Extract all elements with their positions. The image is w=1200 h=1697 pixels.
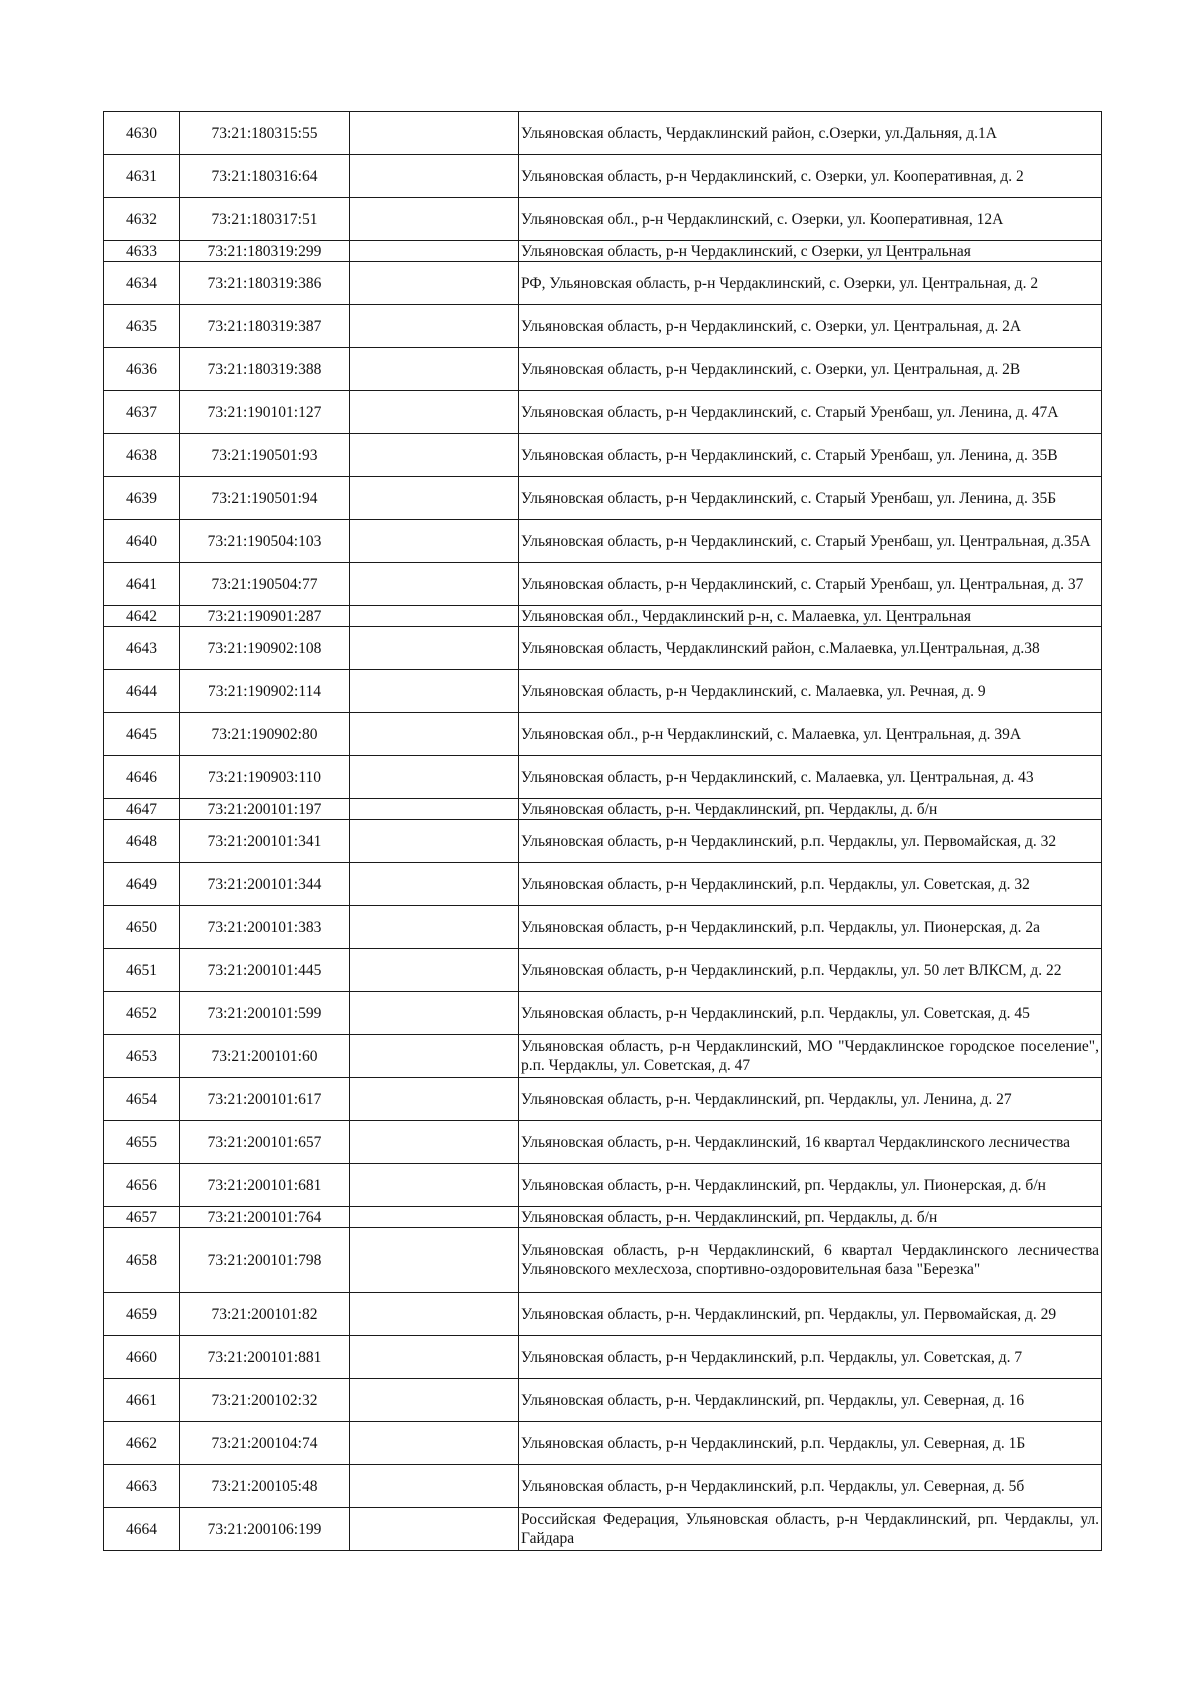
empty-cell — [350, 305, 519, 348]
empty-cell — [350, 241, 519, 262]
row-number-cell: 4641 — [104, 563, 180, 606]
cadastral-number-cell: 73:21:180319:388 — [180, 348, 350, 391]
cadastral-number-cell: 73:21:200101:82 — [180, 1293, 350, 1336]
empty-cell — [350, 1228, 519, 1293]
cadastral-number-cell: 73:21:200101:681 — [180, 1164, 350, 1207]
row-number-cell: 4651 — [104, 949, 180, 992]
cadastral-number-cell: 73:21:200101:383 — [180, 906, 350, 949]
empty-cell — [350, 1379, 519, 1422]
address-cell: Ульяновская область, Чердаклинский район, с.Малаевка, ул.Центральная, д.38 — [519, 627, 1102, 670]
address-cell: Ульяновская область, р-н. Чердаклинский, рп. Чердаклы, д. б/н — [519, 1207, 1102, 1228]
empty-cell — [350, 992, 519, 1035]
row-number-cell: 4631 — [104, 155, 180, 198]
address-cell: РФ, Ульяновская область, р-н Чердаклинский, с. Озерки, ул. Центральная, д. 2 — [519, 262, 1102, 305]
address-cell: Ульяновская область, р-н Чердаклинский, р.п. Чердаклы, ул. Пионерская, д. 2а — [519, 906, 1102, 949]
address-cell: Ульяновская область, р-н Чердаклинский, р.п. Чердаклы, ул. Северная, д. 1Б — [519, 1422, 1102, 1465]
table-row — [104, 1035, 1102, 1078]
empty-cell — [350, 112, 519, 155]
cadastral-number-cell: 73:21:190504:77 — [180, 563, 350, 606]
cadastral-number-cell: 73:21:190501:93 — [180, 434, 350, 477]
address-cell: Ульяновская область, р-н Чердаклинский, с. Малаевка, ул. Речная, д. 9 — [519, 670, 1102, 713]
address-cell: Ульяновская область, р-н Чердаклинский, р.п. Чердаклы, ул. Советская, д. 32 — [519, 863, 1102, 906]
table-row — [104, 627, 1102, 670]
table-row — [104, 949, 1102, 992]
row-number-cell: 4633 — [104, 241, 180, 262]
row-number-cell: 4650 — [104, 906, 180, 949]
row-number-cell: 4638 — [104, 434, 180, 477]
empty-cell — [350, 348, 519, 391]
table-row — [104, 520, 1102, 563]
table-row — [104, 305, 1102, 348]
table-row — [104, 241, 1102, 262]
empty-cell — [350, 627, 519, 670]
address-cell: Ульяновская область, р-н Чердаклинский, с. Старый Уренбаш, ул. Центральная, д.35А — [519, 520, 1102, 563]
cadastral-number-cell: 73:21:200101:445 — [180, 949, 350, 992]
empty-cell — [350, 520, 519, 563]
empty-cell — [350, 391, 519, 434]
address-cell: Ульяновская область, р-н Чердаклинский, с. Малаевка, ул. Центральная, д. 43 — [519, 756, 1102, 799]
table-row — [104, 1422, 1102, 1465]
empty-cell — [350, 477, 519, 520]
row-number-cell: 4658 — [104, 1228, 180, 1293]
empty-cell — [350, 820, 519, 863]
empty-cell — [350, 198, 519, 241]
cadastral-number-cell: 73:21:180316:64 — [180, 155, 350, 198]
cadastral-number-cell: 73:21:190902:80 — [180, 713, 350, 756]
table-row — [104, 198, 1102, 241]
table-row — [104, 1508, 1102, 1551]
empty-cell — [350, 1422, 519, 1465]
address-cell: Ульяновская область, р-н Чердаклинский, с. Старый Уренбаш, ул. Ленина, д. 47А — [519, 391, 1102, 434]
cadastral-number-cell: 73:21:180319:386 — [180, 262, 350, 305]
address-cell: Ульяновская область, р-н Чердаклинский, р.п. Чердаклы, ул. Советская, д. 7 — [519, 1336, 1102, 1379]
table-row — [104, 713, 1102, 756]
cadastral-number-cell: 73:21:180315:55 — [180, 112, 350, 155]
table-row — [104, 1336, 1102, 1379]
address-cell: Ульяновская область, р-н. Чердаклинский, рп. Чердаклы, ул. Северная, д. 16 — [519, 1379, 1102, 1422]
table-row — [104, 112, 1102, 155]
empty-cell — [350, 155, 519, 198]
row-number-cell: 4657 — [104, 1207, 180, 1228]
row-number-cell: 4646 — [104, 756, 180, 799]
address-cell: Ульяновская область, р-н. Чердаклинский, рп. Чердаклы, ул. Ленина, д. 27 — [519, 1078, 1102, 1121]
table-row — [104, 155, 1102, 198]
address-cell: Ульяновская область, р-н Чердаклинский, р.п. Чердаклы, ул. Северная, д. 5б — [519, 1465, 1102, 1508]
address-cell: Ульяновская область, р-н. Чердаклинский, рп. Чердаклы, ул. Пионерская, д. б/н — [519, 1164, 1102, 1207]
table-row — [104, 670, 1102, 713]
address-cell: Ульяновская область, р-н. Чердаклинский, рп. Чердаклы, д. б/н — [519, 799, 1102, 820]
row-number-cell: 4636 — [104, 348, 180, 391]
table-row — [104, 1228, 1102, 1293]
row-number-cell: 4664 — [104, 1508, 180, 1551]
empty-cell — [350, 1508, 519, 1551]
cadastral-number-cell: 73:21:190902:114 — [180, 670, 350, 713]
cadastral-number-cell: 73:21:190501:94 — [180, 477, 350, 520]
empty-cell — [350, 262, 519, 305]
empty-cell — [350, 756, 519, 799]
empty-cell — [350, 563, 519, 606]
empty-cell — [350, 670, 519, 713]
empty-cell — [350, 1121, 519, 1164]
row-number-cell: 4652 — [104, 992, 180, 1035]
row-number-cell: 4662 — [104, 1422, 180, 1465]
row-number-cell: 4656 — [104, 1164, 180, 1207]
row-number-cell: 4647 — [104, 799, 180, 820]
table-row — [104, 1164, 1102, 1207]
address-cell: Ульяновская обл., Чердаклинский р-н, с. Малаевка, ул. Центральная — [519, 606, 1102, 627]
row-number-cell: 4632 — [104, 198, 180, 241]
row-number-cell: 4648 — [104, 820, 180, 863]
property-registry-table — [103, 111, 1102, 1551]
registry-table-body — [104, 112, 1102, 1551]
row-number-cell: 4649 — [104, 863, 180, 906]
cadastral-number-cell: 73:21:200101:764 — [180, 1207, 350, 1228]
row-number-cell: 4659 — [104, 1293, 180, 1336]
row-number-cell: 4660 — [104, 1336, 180, 1379]
table-row — [104, 820, 1102, 863]
table-row — [104, 348, 1102, 391]
row-number-cell: 4642 — [104, 606, 180, 627]
cadastral-number-cell: 73:21:200104:74 — [180, 1422, 350, 1465]
table-row — [104, 477, 1102, 520]
empty-cell — [350, 863, 519, 906]
address-cell: Ульяновская обл., р-н Чердаклинский, с. Озерки, ул. Кооперативная, 12А — [519, 198, 1102, 241]
empty-cell — [350, 1293, 519, 1336]
row-number-cell: 4634 — [104, 262, 180, 305]
cadastral-number-cell: 73:21:200106:199 — [180, 1508, 350, 1551]
row-number-cell: 4661 — [104, 1379, 180, 1422]
cadastral-number-cell: 73:21:200105:48 — [180, 1465, 350, 1508]
address-cell: Ульяновская область, р-н Чердаклинский, 6 квартал Чердаклинского лесничества Ульяновского мехлесхоза, спортивно-оздоровительная база "Березка" — [519, 1228, 1102, 1293]
table-row — [104, 563, 1102, 606]
cadastral-number-cell: 73:21:180319:387 — [180, 305, 350, 348]
row-number-cell: 4645 — [104, 713, 180, 756]
cadastral-number-cell: 73:21:200101:60 — [180, 1035, 350, 1078]
row-number-cell: 4663 — [104, 1465, 180, 1508]
table-row — [104, 434, 1102, 477]
cadastral-number-cell: 73:21:200101:617 — [180, 1078, 350, 1121]
address-cell: Ульяновская область, р-н Чердаклинский, с. Озерки, ул. Центральная, д. 2В — [519, 348, 1102, 391]
address-cell: Ульяновская область, р-н Чердаклинский, с. Старый Уренбаш, ул. Ленина, д. 35Б — [519, 477, 1102, 520]
address-cell: Ульяновская область, р-н Чердаклинский, с. Озерки, ул. Центральная, д. 2А — [519, 305, 1102, 348]
table-row — [104, 1078, 1102, 1121]
table-row — [104, 1207, 1102, 1228]
empty-cell — [350, 1207, 519, 1228]
cadastral-number-cell: 73:21:190504:103 — [180, 520, 350, 563]
empty-cell — [350, 1164, 519, 1207]
empty-cell — [350, 1465, 519, 1508]
table-row — [104, 756, 1102, 799]
cadastral-number-cell: 73:21:200101:657 — [180, 1121, 350, 1164]
address-cell: Ульяновская область, р-н Чердаклинский, р.п. Чердаклы, ул. Советская, д. 45 — [519, 992, 1102, 1035]
cadastral-number-cell: 73:21:200101:881 — [180, 1336, 350, 1379]
address-cell: Ульяновская область, р-н Чердаклинский, МО "Чердаклинское городское поселение", р.п. Чердаклы, ул. Советская, д. 47 — [519, 1035, 1102, 1078]
table-row — [104, 391, 1102, 434]
cadastral-number-cell: 73:21:200101:344 — [180, 863, 350, 906]
row-number-cell: 4655 — [104, 1121, 180, 1164]
address-cell: Ульяновская обл., р-н Чердаклинский, с. Малаевка, ул. Центральная, д. 39А — [519, 713, 1102, 756]
row-number-cell: 4639 — [104, 477, 180, 520]
empty-cell — [350, 799, 519, 820]
empty-cell — [350, 1078, 519, 1121]
table-row — [104, 606, 1102, 627]
row-number-cell: 4644 — [104, 670, 180, 713]
table-row — [104, 906, 1102, 949]
cadastral-number-cell: 73:21:190101:127 — [180, 391, 350, 434]
address-cell: Ульяновская область, Чердаклинский район, с.Озерки, ул.Дальняя, д.1А — [519, 112, 1102, 155]
cadastral-number-cell: 73:21:200101:798 — [180, 1228, 350, 1293]
address-cell: Ульяновская область, р-н. Чердаклинский, рп. Чердаклы, ул. Первомайская, д. 29 — [519, 1293, 1102, 1336]
address-cell: Ульяновская область, р-н Чердаклинский, с. Озерки, ул. Кооперативная, д. 2 — [519, 155, 1102, 198]
table-row — [104, 1293, 1102, 1336]
address-cell: Ульяновская область, р-н Чердаклинский, р.п. Чердаклы, ул. Первомайская, д. 32 — [519, 820, 1102, 863]
empty-cell — [350, 1336, 519, 1379]
address-cell: Ульяновская область, р-н Чердаклинский, р.п. Чердаклы, ул. 50 лет ВЛКСМ, д. 22 — [519, 949, 1102, 992]
table-row — [104, 1121, 1102, 1164]
cadastral-number-cell: 73:21:180319:299 — [180, 241, 350, 262]
cadastral-number-cell: 73:21:190901:287 — [180, 606, 350, 627]
address-cell: Ульяновская область, р-н Чердаклинский, с. Старый Уренбаш, ул. Ленина, д. 35В — [519, 434, 1102, 477]
row-number-cell: 4640 — [104, 520, 180, 563]
cadastral-number-cell: 73:21:190903:110 — [180, 756, 350, 799]
cadastral-number-cell: 73:21:200101:341 — [180, 820, 350, 863]
empty-cell — [350, 713, 519, 756]
empty-cell — [350, 906, 519, 949]
empty-cell — [350, 1035, 519, 1078]
row-number-cell: 4654 — [104, 1078, 180, 1121]
table-row — [104, 799, 1102, 820]
row-number-cell: 4630 — [104, 112, 180, 155]
cadastral-number-cell: 73:21:200102:32 — [180, 1379, 350, 1422]
cadastral-number-cell: 73:21:200101:197 — [180, 799, 350, 820]
address-cell: Российская Федерация, Ульяновская область, р-н Чердаклинский, рп. Чердаклы, ул. Гайдара — [519, 1508, 1102, 1551]
empty-cell — [350, 949, 519, 992]
row-number-cell: 4643 — [104, 627, 180, 670]
empty-cell — [350, 606, 519, 627]
address-cell: Ульяновская область, р-н Чердаклинский, с. Старый Уренбаш, ул. Центральная, д. 37 — [519, 563, 1102, 606]
row-number-cell: 4637 — [104, 391, 180, 434]
table-row — [104, 1465, 1102, 1508]
row-number-cell: 4635 — [104, 305, 180, 348]
cadastral-number-cell: 73:21:180317:51 — [180, 198, 350, 241]
table-row — [104, 992, 1102, 1035]
table-row — [104, 262, 1102, 305]
address-cell: Ульяновская область, р-н Чердаклинский, с Озерки, ул Центральная — [519, 241, 1102, 262]
empty-cell — [350, 434, 519, 477]
cadastral-number-cell: 73:21:200101:599 — [180, 992, 350, 1035]
table-row — [104, 1379, 1102, 1422]
address-cell: Ульяновская область, р-н. Чердаклинский, 16 квартал Чердаклинского лесничества — [519, 1121, 1102, 1164]
cadastral-number-cell: 73:21:190902:108 — [180, 627, 350, 670]
row-number-cell: 4653 — [104, 1035, 180, 1078]
table-row — [104, 863, 1102, 906]
